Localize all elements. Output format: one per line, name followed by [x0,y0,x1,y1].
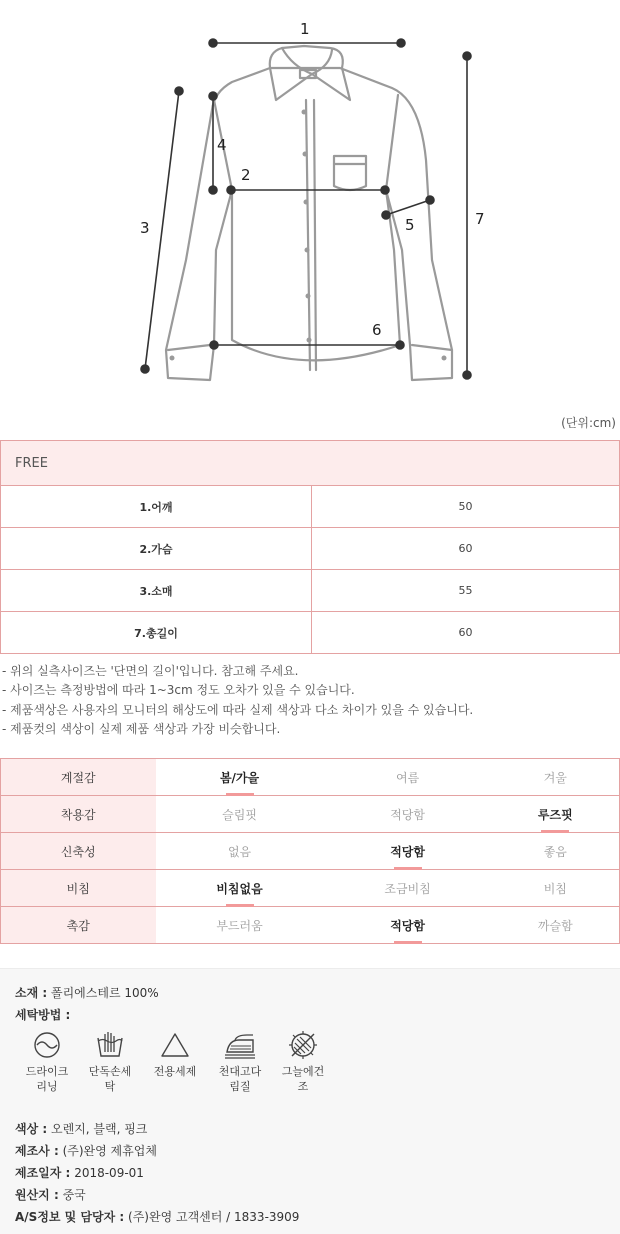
measure-line-cuff [386,200,430,215]
feel-row-header: 신축성 [1,833,156,870]
feel-option-selected [324,833,492,870]
table-row [1,570,620,612]
no-tumble-dry-icon [288,1030,318,1060]
feel-option-selected [492,796,620,833]
note-line: - 제품색상은 사용자의 모니터의 해상도에 따라 실제 색상과 다소 차이가 있을 수 있습니다. [2,702,474,717]
size-label: 3.소매 [1,570,312,612]
wash-item-dry-clean [17,1030,77,1094]
size-label: 1.어깨 [1,486,312,528]
feel-option [324,759,492,796]
shirt-pocket [334,156,366,190]
size-label: 2.가슴 [1,528,312,570]
wash-label: 세탁방법 : [15,1008,71,1022]
label-2: 2 [241,166,251,184]
wash-text: 조 [297,1080,309,1093]
product-info-box [0,968,620,1234]
wash-text: 전용세제 [153,1065,197,1078]
feel-row [1,759,620,796]
feel-option-label: 까슬함 [537,918,573,933]
table-row [1,528,620,570]
as-line [15,1208,299,1225]
as-value: (주)완영 고객센터 / 1833-3909 [128,1210,300,1224]
wash-text: 단독손세 [88,1065,132,1078]
wash-text: 리닝 [36,1080,58,1093]
maker-label: 제조사 : [15,1144,59,1158]
feel-row [1,796,620,833]
feel-option-label: 슬림핏 [222,807,257,822]
material-line [15,984,159,1001]
wash-item-iron [210,1030,270,1094]
date-value: 2018-09-01 [74,1166,144,1180]
wash-text: 탁 [104,1080,116,1093]
feel-row-header: 계절감 [1,759,156,796]
material-value: 폴리에스테르 100% [51,986,159,1000]
feel-option-label: 적당함 [390,918,425,933]
origin-line [15,1186,86,1203]
selected-indicator [394,941,422,944]
note-line: - 위의 실측사이즈는 '단면의 길이'입니다. 참고해 주세요. [2,664,299,678]
wash-item-shade-dry [273,1030,333,1094]
feel-option-selected [156,870,324,907]
feel-option [492,870,620,907]
size-table [0,440,620,654]
feel-option [156,833,324,870]
label-4: 4 [217,136,227,154]
note-line: - 사이즈는 측정방법에 따라 1~3cm 정도 오차가 있을 수 있습니다. [2,683,355,698]
wash-text: 천대고다 [218,1065,262,1078]
origin-value: 중국 [62,1188,86,1202]
size-label: 7.총길이 [1,612,312,654]
date-label: 제조일자 : [15,1166,71,1180]
label-1: 1 [300,20,310,38]
maker-value: (주)완영 제휴업체 [62,1144,157,1158]
table-row [1,612,620,654]
feel-option [324,870,492,907]
feel-option-label: 없음 [227,844,252,859]
feel-option [492,759,620,796]
size-value: 55 [312,570,620,612]
feel-row-header: 촉감 [1,907,156,944]
wash-text: 림질 [229,1080,251,1093]
feel-row [1,870,620,907]
measure-line-sleeve [145,91,179,369]
feel-option [156,796,324,833]
feel-row-header: 착용감 [1,796,156,833]
label-6: 6 [372,321,382,339]
feel-option-selected [156,759,324,796]
maker-line [15,1142,157,1159]
fabric-feel-table [0,758,620,944]
size-value: 60 [312,528,620,570]
label-7: 7 [475,210,485,228]
wash-text: 그늘에건 [281,1065,325,1078]
size-value: 60 [312,612,620,654]
table-row [1,486,620,528]
note-line: - 제품컷의 색상이 실제 제품 색상과 가장 비슷합니다. [2,721,281,736]
color-value: 오렌지, 블랙, 핑크 [51,1122,148,1136]
hand-wash-icon [95,1030,125,1060]
wash-item-detergent [145,1030,205,1079]
feel-option-label: 적당함 [390,844,425,859]
feel-option-label: 비침 [543,881,567,896]
origin-label: 원산지 : [15,1188,59,1202]
feel-option-label: 부드러움 [216,918,263,933]
color-line [15,1120,147,1137]
feel-option-selected [324,907,492,944]
feel-option [492,833,620,870]
size-notes [2,662,473,739]
feel-option-label: 조금비침 [384,881,431,896]
label-5: 5 [405,216,415,234]
unit-label: (단위:cm) [561,416,616,430]
feel-option-label: 루즈핏 [537,807,573,822]
size-value: 50 [312,486,620,528]
iron-cloth-icon [223,1030,257,1060]
as-label: A/S정보 및 담당자 : [15,1210,125,1224]
feel-option-label: 봄/가을 [219,770,260,785]
color-label: 색상 : [15,1122,48,1136]
feel-option [156,907,324,944]
date-line [15,1164,144,1181]
size-table-header: FREE [1,441,620,486]
material-label: 소재 : [15,986,48,1000]
feel-option-label: 겨울 [543,770,567,785]
feel-row-header: 비침 [1,870,156,907]
neutral-detergent-icon [160,1030,190,1060]
feel-option [492,907,620,944]
shirt-measurement-diagram [0,0,620,410]
feel-row [1,833,620,870]
wash-text: 드라이크 [25,1065,69,1078]
feel-option-label: 비침없음 [216,881,263,896]
wash-item-hand-wash [80,1030,140,1094]
feel-option [324,796,492,833]
feel-option-label: 여름 [396,770,420,785]
label-3: 3 [140,219,150,237]
feel-option-label: 좋음 [543,844,567,859]
feel-option-label: 적당함 [390,807,425,822]
dry-clean-icon [32,1030,62,1060]
feel-row [1,907,620,944]
